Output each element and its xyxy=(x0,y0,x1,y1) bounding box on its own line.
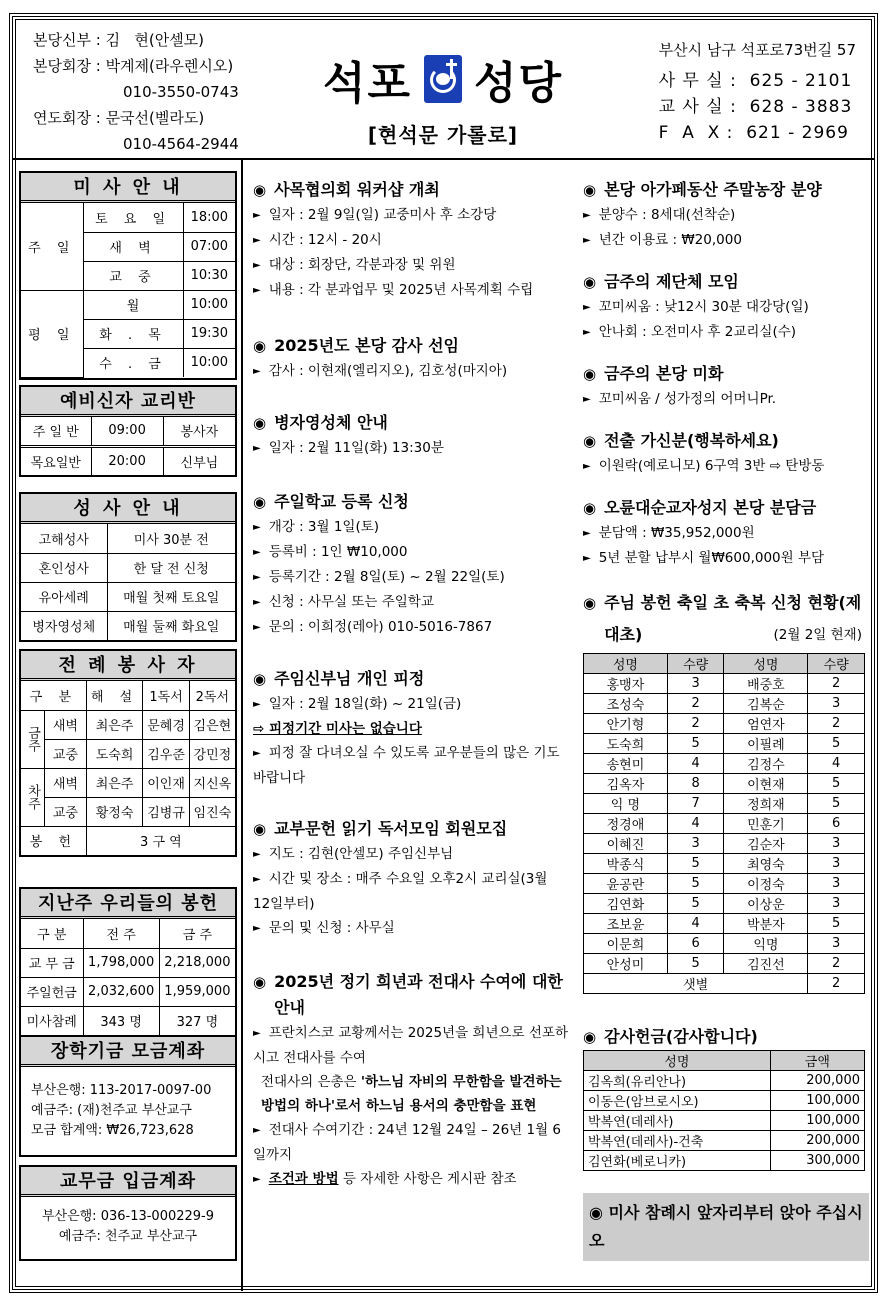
section-reading-group: ◉ 교부문헌 읽기 독서모임 회원모집 ► 지도 : 김현(안셀모) 주임신부님 ► 시간 및 장소 : 매주 수요일 오후2시 교리실(3월 12일부터) ► 문의 및 신청 : 사무실 xyxy=(253,816,568,941)
section-bullet-icon: ◉ xyxy=(583,273,597,291)
section-bullet-icon: ◉ xyxy=(253,414,267,432)
sacraments-box xyxy=(19,492,237,642)
mass-schedule-box xyxy=(19,171,237,380)
section-jubilee: ◉ 2025년 정기 희년과 전대사 수여에 대한 안내 ► 프란치스코 교황께서는 2025년을 희년으로 선포하시고 전대사를 수여 전대사의 은총은 '하느님 자비의 무한함을 발견하는 방법의 하나'로서 하느님 용서의 충만함을 표현 ► 전대사 수여기간 : 24년 12월 24일 – 26년 1월 6일까지 ► 조건과 방법 등 자세한 사항은 게시판 참조 xyxy=(253,969,568,1192)
arrow-icon: ► xyxy=(583,235,591,246)
mass-schedule-table: 주 일 토 요 일 18:00 새 벽 07:00 교 중 10:30 평 일 월 10:00 화 . 목 19:30 수 . 금 10:00 xyxy=(21,203,235,378)
section-bullet-icon: ◉ xyxy=(589,1203,609,1222)
arrow-icon: ► xyxy=(253,1125,261,1136)
arrow-icon: ► xyxy=(253,1174,261,1185)
title-right: 성당 xyxy=(474,58,564,109)
section-bullet-icon: ◉ xyxy=(253,337,267,355)
teachers-room-label: 교 사 실 xyxy=(658,97,724,117)
section-moved-out: ◉ 전출 가신분(행복하세요) ► 이원락(예로니모) 6구역 3반 ⇨ 탄방동 xyxy=(583,428,868,479)
section-bullet-icon: ◉ xyxy=(253,973,267,991)
council-president-label: 본당회장 xyxy=(33,57,91,75)
scholarship-total: 모금 합계액: ₩26,723,628 xyxy=(31,1123,194,1138)
candle-date-note: (2월 2일 현재) xyxy=(773,627,862,643)
catechumen-box xyxy=(19,385,237,477)
church-logo-icon xyxy=(424,55,462,103)
catechumen-title: 예비신자 교리반 xyxy=(21,387,235,417)
candle-row: 홍맹자 3 배중호 2 xyxy=(584,674,865,694)
candle-row: 샛별 2 xyxy=(584,974,865,994)
section-workshop: ◉ 사목협의회 워커샵 개최 ► 일자 : 2월 9일(일) 교중미사 후 소강당 ► 시간 : 12시 - 20시 ► 대상 : 회장단, 각분과장 및 위원 ► 내용 : 각 분과업무 및 2025년 사목계획 수립 xyxy=(253,177,568,303)
section-bullet-icon: ◉ xyxy=(583,499,597,517)
dues-account-holder: 예금주: 천주교 부산교구 xyxy=(58,1229,198,1244)
candle-table: 성명 수량 성명 수량 홍맹자 3 배중호 2 조성숙 2 김복순 3 안기형 2 엄연자 2 도숙희 5 이필례 5 송현미 4 김정수 4 김옥자 8 이현재 5 익 명 7 정희재 5 정경애 4 민훈기 6 이혜진 3 김순자 3 박종식 5 최영숙 3 윤공란 5 이정숙 3 김연화 5 이상운 3 조보윤 4 박분자 5 이문희 6 익명 3 안성미 5 김진선 2 샛별 2 xyxy=(583,653,865,994)
section-bullet-icon: ◉ xyxy=(253,670,267,688)
arrow-icon: ► xyxy=(583,302,591,313)
scholarship-box xyxy=(19,1035,237,1157)
church-contact: 부산시 남구 석포로73번길 57 사 무 실 : 625 - 2101 교 사 실 : 628 - 3883 F A X : 621 - 2969 xyxy=(658,41,856,143)
section-farm: ◉ 본당 아가페동산 주말농장 분양 ► 분양수 : 8세대(선착순) ► 년간 이용료 : ₩20,000 xyxy=(583,177,868,253)
thanksgiving-row: 김옥희(유리안나) 200,000 xyxy=(584,1071,865,1091)
catechumen-table: 주 일 반 09:00 봉사자 목요일반 20:00 신부님 xyxy=(21,417,235,475)
thanksgiving-row: 김연화(베로니카) 300,000 xyxy=(584,1151,865,1171)
arrow-icon: ► xyxy=(253,235,261,246)
sacraments-table: 고해성사 미사 30분 전 혼인성사 한 달 전 신청 유아세례 매월 첫째 토요일 병자영성체 매월 둘째 화요일 xyxy=(21,524,235,640)
bulletin-page xyxy=(9,13,878,1293)
council-president-name: 박계제(라우렌시오) xyxy=(105,57,234,75)
arrow-icon: ► xyxy=(253,260,261,271)
arrow-icon: ► xyxy=(253,572,261,583)
section-cleaning: ◉ 금주의 본당 미화 ► 꼬미씨움 / 성가정의 어머니Pr. xyxy=(583,361,868,412)
section-bullet-icon: ◉ xyxy=(583,432,597,450)
scholarship-title: 장학기금 모금계좌 xyxy=(21,1037,235,1067)
fax-number: 621 - 2969 xyxy=(746,123,849,143)
arrow-icon: ► xyxy=(253,1028,261,1039)
section-bullet-icon: ◉ xyxy=(253,493,267,511)
sunday-label: 주 일 xyxy=(21,203,83,290)
arrow-icon: ► xyxy=(253,547,261,558)
leadership-info: 본당신부 : 김 현(안셀모) 본당회장 : 박계제(라우렌시오) 010-3550-0743 연도회장 : 문국선(벨라도) 010-4564-2944 xyxy=(33,27,239,157)
section-bullet-icon: ◉ xyxy=(253,820,267,838)
mass-schedule-title: 미 사 안 내 xyxy=(21,173,235,203)
arrow-icon: ► xyxy=(253,522,261,533)
arrow-icon: ► xyxy=(253,699,261,710)
arrow-icon: ► xyxy=(253,849,261,860)
arrow-icon: ► xyxy=(583,461,591,472)
council-president-phone: 010-3550-0743 xyxy=(123,83,239,101)
seating-notice: ◉ 미사 참례시 앞자리부터 앉아 주십시오 xyxy=(583,1193,869,1261)
offerings-table: 구 분 전 주 금 주 교 무 금 1,798,000 2,218,000 주일헌금 2,032,600 1,959,000 미사참례 343 명 327 명 xyxy=(21,919,235,1035)
arrow-icon: ► xyxy=(583,210,591,221)
candle-row: 김옥자 8 이현재 5 xyxy=(584,774,865,794)
dues-account-number: 부산은행: 036-13-000229-9 xyxy=(41,1209,215,1224)
section-bullet-icon: ◉ xyxy=(583,181,597,199)
section-auditor: ◉ 2025년도 본당 감사 선임 ► 감사 : 이현재(엘리지오), 김호성(마지아) xyxy=(253,333,568,384)
thanksgiving-table: 성명 금액 김옥희(유리안나) 200,000 이동은(암브로시오) 100,000 박복연(데레사) 100,000 박복연(데레사)-건축 200,000 김연화(베로니카) 300,000 xyxy=(583,1050,865,1171)
scholarship-holder: 예금주: (재)천주교 부산교구 xyxy=(31,1103,192,1118)
pastor-label: 본당신부 xyxy=(33,31,91,49)
candle-row: 익 명 7 정희재 5 xyxy=(584,794,865,814)
church-address: 부산시 남구 석포로73번길 57 xyxy=(658,41,856,59)
arrow-icon: ► xyxy=(253,210,261,221)
dues-account-title: 교무금 입금계좌 xyxy=(21,1167,235,1197)
liturgy-servers-title: 전 례 봉 사 자 xyxy=(21,651,235,681)
middle-column xyxy=(253,177,568,1214)
offerings-title: 지난주 우리들의 봉헌 xyxy=(21,889,235,919)
arrow-icon: ► xyxy=(583,553,591,564)
arrow-icon: ► xyxy=(253,366,261,377)
candle-row: 박종식 5 최영숙 3 xyxy=(584,854,865,874)
candle-row: 정경애 4 민훈기 6 xyxy=(584,814,865,834)
section-sunday-school: ◉ 주일학교 등록 신청 ► 개강 : 3월 1일(토) ► 등록비 : 1인 ₩10,000 ► 등록기간 : 2월 8일(토) ~ 2월 22일(토) ► 신청 : 사무실 또는 주일학교 ► 문의 : 이희정(레아) 010-5016-7867 xyxy=(253,489,568,640)
scholarship-account: 부산은행: 113-2017-0097-00 xyxy=(31,1083,212,1098)
candle-row: 송현미 4 김정수 4 xyxy=(584,754,865,774)
candle-row: 김연화 5 이상운 3 xyxy=(584,894,865,914)
section-bullet-icon: ◉ xyxy=(583,1028,597,1046)
arrow-icon: ► xyxy=(583,327,591,338)
prayer-president-phone: 010-4564-2944 xyxy=(123,135,239,153)
thanksgiving-row: 박복연(데레사) 100,000 xyxy=(584,1111,865,1131)
candle-row: 이문희 6 익명 3 xyxy=(584,934,865,954)
prayer-president-name: 문국선(벨라도) xyxy=(105,109,205,127)
candle-row: 윤공란 5 이정숙 3 xyxy=(584,874,865,894)
teachers-room-phone: 628 - 3883 xyxy=(749,97,853,117)
arrow-icon: ► xyxy=(253,443,261,454)
office-label: 사 무 실 xyxy=(658,71,724,91)
patron-saint: [현석문 가롤로] xyxy=(367,123,519,147)
arrow-icon: ► xyxy=(253,597,261,608)
thanksgiving-row: 박복연(데레사)-건축 200,000 xyxy=(584,1131,865,1151)
arrow-icon: ► xyxy=(253,748,261,759)
title-left: 석포 xyxy=(322,58,412,109)
liturgy-servers-table: 구 분 해 설 1독서 2독서 금주 새벽 최은주 문혜경 김은현 교중 도숙희 김우준 강민정 차주 새벽 최은주 이인재 지신옥 교중 황정숙 김병규 임진숙 봉 헌 3 구 역 xyxy=(21,681,235,855)
section-thanksgiving: ◉ 감사헌금(감사합니다) 성명 금액 김옥희(유리안나) 200,000 이동은(암브로시오) 100,000 박복연(데레사) 100,000 박복연(데레사)-건축 200,000 김연화(베로니카) 300,000 ◉ 미사 참례시 앞자리부터 앉아 주십시오 xyxy=(583,1024,868,1261)
right-column xyxy=(583,177,868,1283)
bulletin-header xyxy=(13,17,874,160)
candle-row: 안성미 5 김진선 2 xyxy=(584,954,865,974)
arrow-icon: ► xyxy=(253,285,261,296)
left-sidebar xyxy=(13,160,243,1291)
candle-row: 안기형 2 엄연자 2 xyxy=(584,714,865,734)
office-phone: 625 - 2101 xyxy=(749,71,853,91)
arrow-icon: ► xyxy=(583,528,591,539)
prayer-president-label: 연도회장 xyxy=(33,109,91,127)
candle-row: 조성숙 2 김복순 3 xyxy=(584,694,865,714)
arrow-icon: ► xyxy=(583,394,591,405)
offerings-box xyxy=(19,887,237,1037)
hand-arrow-icon: ⇨ xyxy=(253,721,270,737)
section-groups: ◉ 금주의 제단체 모임 ► 꼬미씨움 : 낮12시 30분 대강당(일) ► 안나회 : 오전미사 후 2교리실(수) xyxy=(583,269,868,345)
weekday-label: 평 일 xyxy=(21,290,83,377)
candle-row: 도숙희 5 이필례 5 xyxy=(584,734,865,754)
arrow-icon: ► xyxy=(253,923,261,934)
section-pastor-retreat: ◉ 주임신부님 개인 피정 ► 일자 : 2월 18일(화) ~ 21일(금) ⇨ 피정기간 미사는 없습니다 ► 피정 잘 다녀오실 수 있도록 교우분들의 많은 기도 바랍니다 xyxy=(253,666,568,790)
sacraments-title: 성 사 안 내 xyxy=(21,494,235,524)
section-bullet-icon: ◉ xyxy=(583,594,597,612)
fax-label: F A X xyxy=(658,123,721,143)
section-shrine-share: ◉ 오륜대순교자성지 본당 분담금 ► 분담액 : ₩35,952,000원 ► 5년 분할 납부시 월₩600,000원 부담 xyxy=(583,495,868,571)
section-sick-communion: ◉ 병자영성체 안내 ► 일자 : 2월 11일(화) 13:30분 xyxy=(253,410,568,461)
section-bullet-icon: ◉ xyxy=(253,181,267,199)
liturgy-servers-box xyxy=(19,649,237,857)
dues-account-box xyxy=(19,1165,237,1261)
candle-row: 이혜진 3 김순자 3 xyxy=(584,834,865,854)
thanksgiving-row: 이동은(암브로시오) 100,000 xyxy=(584,1091,865,1111)
candle-row: 조보윤 4 박분자 5 xyxy=(584,914,865,934)
pastor-name: 김 현(안셀모) xyxy=(105,31,205,49)
section-candle-blessing: ◉ 주님 봉헌 축일 초 축복 신청 현황(제대초) (2월 2일 현재) 성명 수량 성명 수량 홍맹자 3 배중호 2 조성숙 2 김복순 3 안기형 2 엄연자 2 도숙희 5 이필례 5 송현미 4 김정수 4 김옥자 8 이현재 5 익 명 7 정희재 5 정경애 4 민훈기 6 이혜진 3 김순자 3 박종식 5 최영숙 3 윤공란 5 이정숙 3 김연화 5 이상운 3 조보윤 4 박분자 5 이문희 6 익명 3 안성미 5 김진선 2 샛별 2 xyxy=(583,587,868,994)
section-bullet-icon: ◉ xyxy=(583,365,597,383)
church-title xyxy=(313,47,573,148)
arrow-icon: ► xyxy=(253,874,261,885)
no-mass-notice: 피정기간 미사는 없습니다 xyxy=(269,721,422,737)
arrow-icon: ► xyxy=(253,622,261,633)
